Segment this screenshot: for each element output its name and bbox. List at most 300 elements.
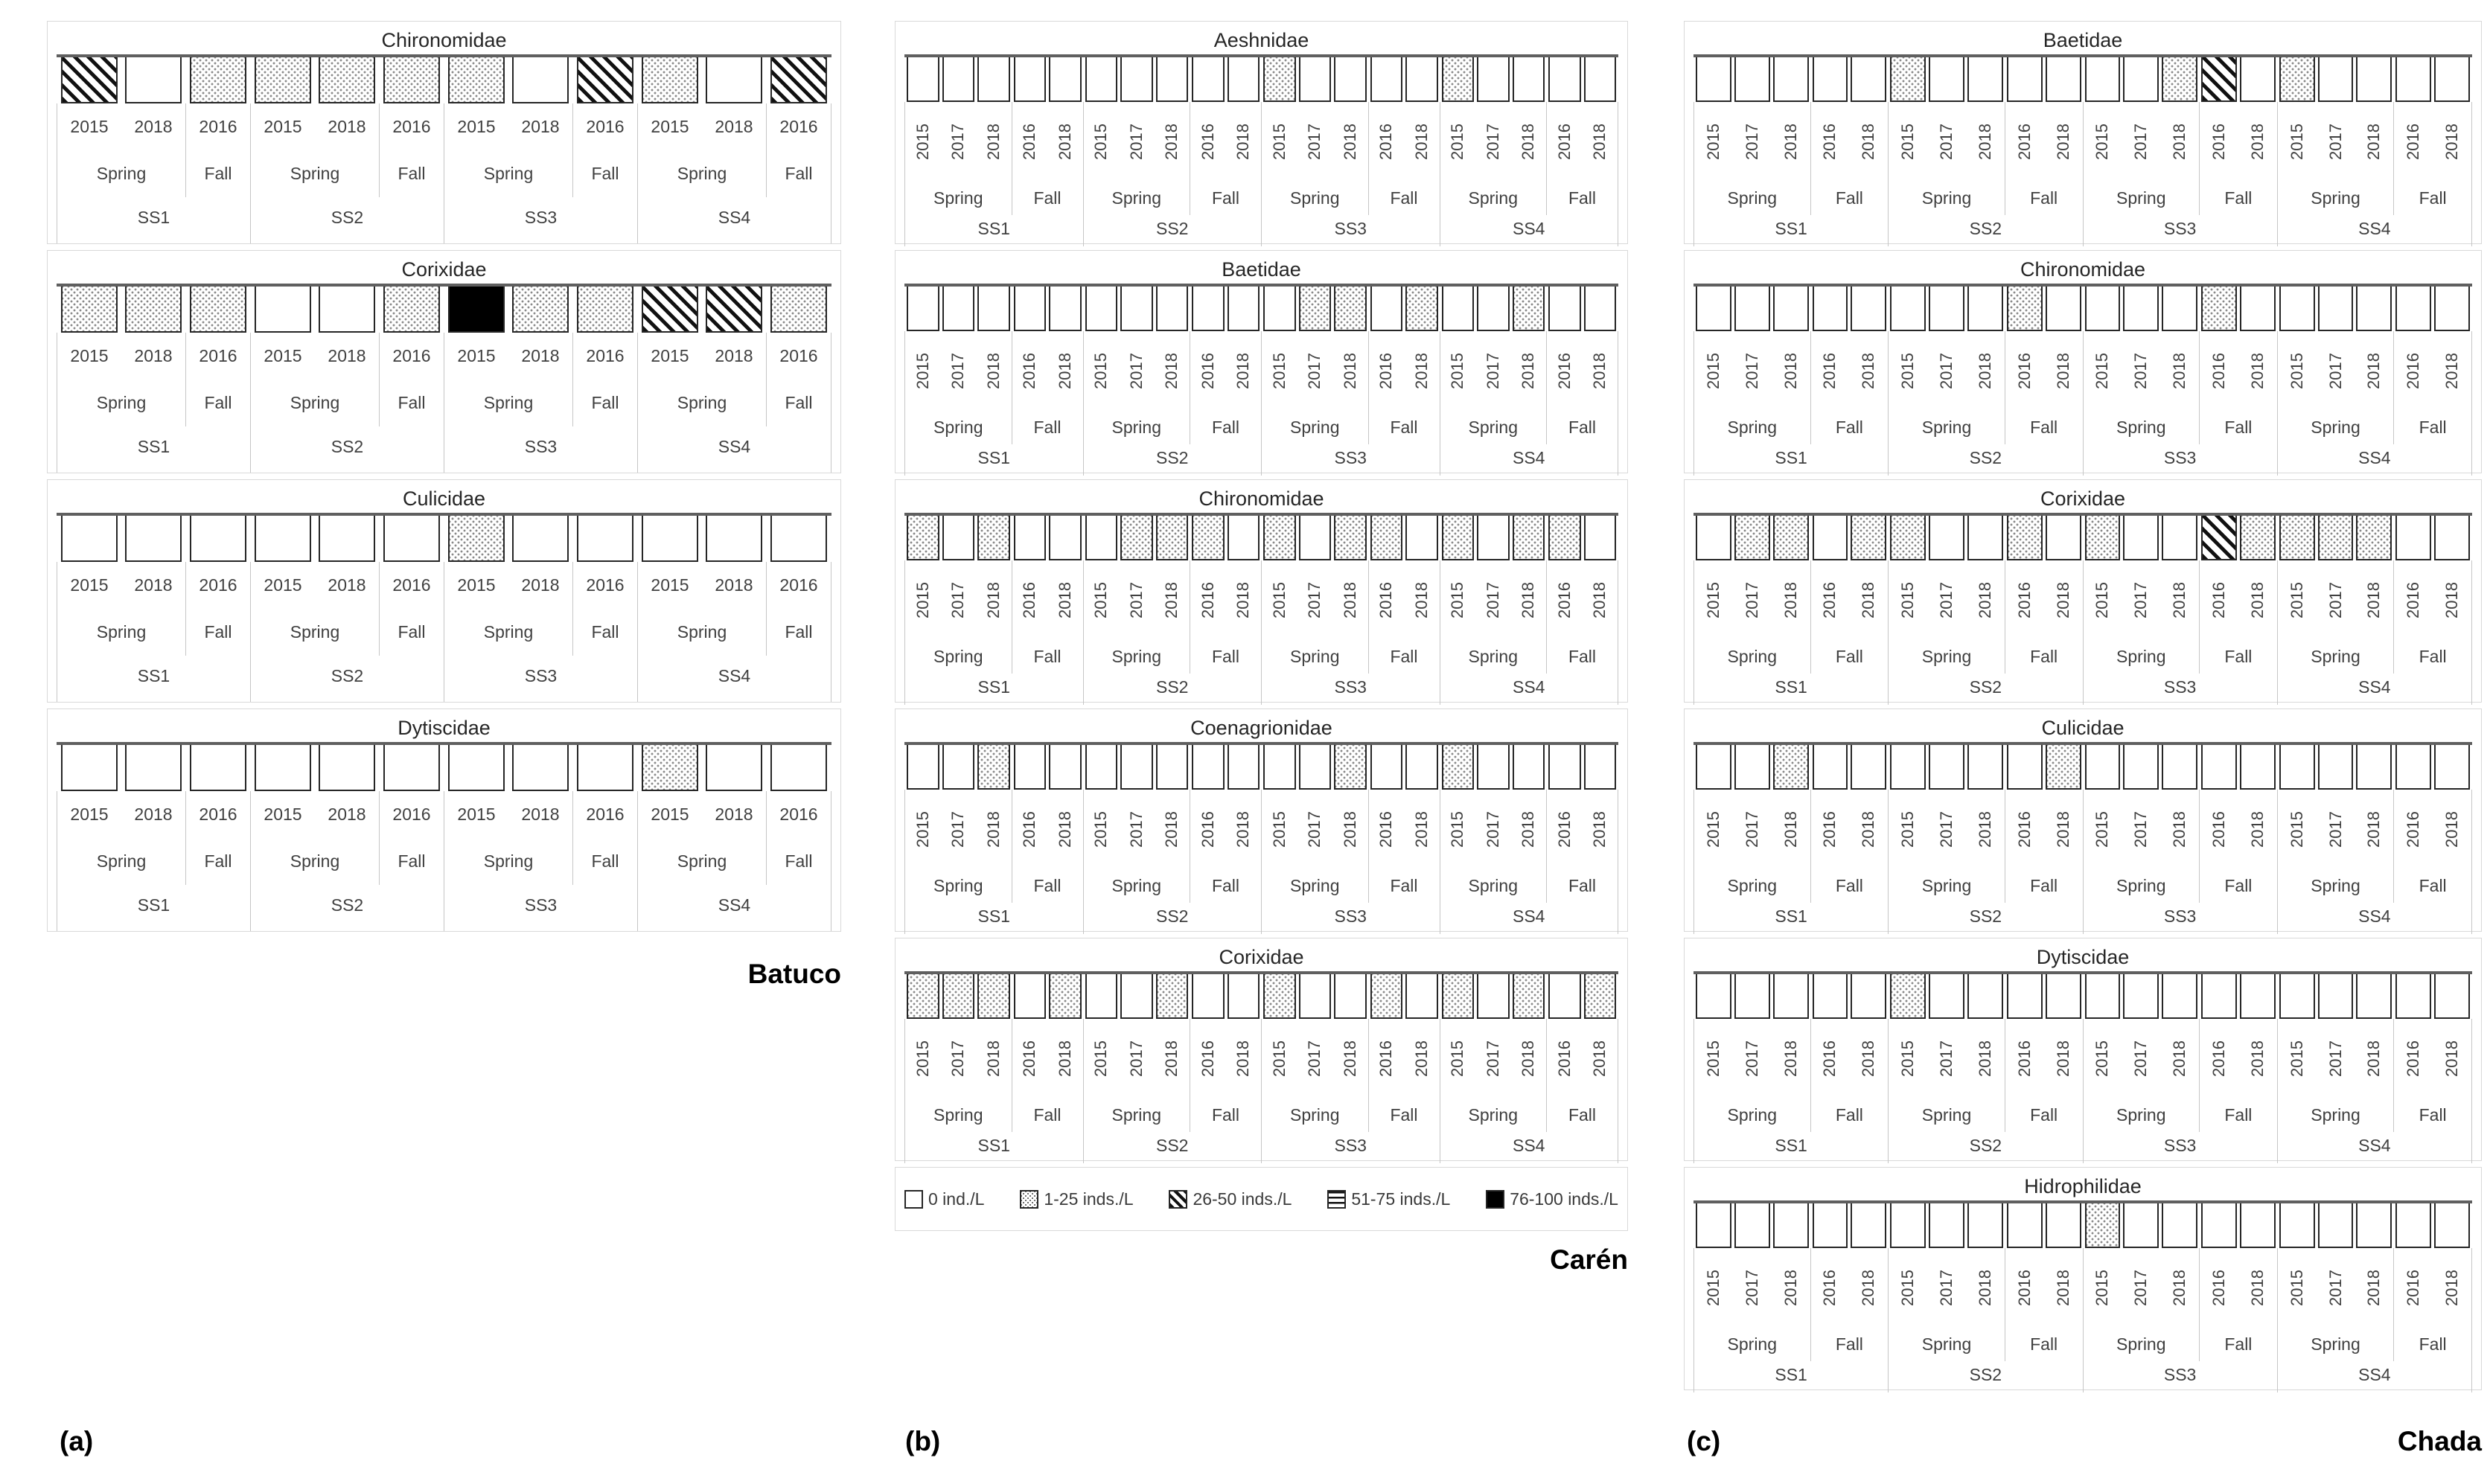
abundance-bar (383, 287, 440, 333)
bar-cell (380, 57, 444, 103)
abundance-bar (2007, 516, 2043, 560)
year-text: 2015 (2092, 1040, 2112, 1077)
bar-cell (1119, 745, 1155, 790)
abundance-bar (2318, 745, 2354, 790)
chart-corixidae (1684, 479, 2482, 703)
site-label: SS1 (137, 208, 170, 227)
axis-site-group (1693, 102, 1889, 246)
axis-year-row (1440, 102, 1547, 181)
year-text: 2017 (1937, 123, 1956, 160)
bar-season-group (1811, 57, 1889, 102)
panel-c (1684, 21, 2482, 1396)
axis-season-group (2084, 1248, 2200, 1361)
site-label: SS2 (1969, 1365, 2002, 1384)
season-label: Fall (1568, 647, 1597, 666)
season-label: Spring (1111, 418, 1161, 437)
year-text: 2016 (1198, 123, 1217, 160)
year-text: 2017 (1483, 352, 1502, 389)
legend-label: 76-100 inds./L (1510, 1189, 1618, 1209)
year-label (2355, 1019, 2393, 1098)
bar-cell (1190, 745, 1226, 790)
year-label (2084, 331, 2122, 410)
bar-season-group (1440, 745, 1548, 790)
year-text: 2018 (328, 116, 366, 136)
bar-season-group (573, 57, 637, 103)
bar-cell (1889, 57, 1927, 102)
axis-season-group (1889, 1019, 2005, 1132)
year-label (1332, 102, 1368, 181)
abundance-bar (1192, 974, 1225, 1019)
axis-season-row (1889, 1019, 2082, 1132)
year-text: 2017 (1483, 581, 1502, 618)
axis-site-group (1440, 331, 1619, 476)
site-label: SS3 (2163, 677, 2197, 697)
abundance-bar (1334, 57, 1367, 102)
bar-cell (1369, 287, 1405, 331)
category-axis (904, 331, 1618, 476)
year-text: 2016 (586, 575, 625, 595)
site-label: SS2 (1156, 906, 1189, 926)
axis-site-group (2084, 790, 2278, 934)
year-label (2084, 1248, 2122, 1327)
abundance-bar (2201, 974, 2237, 1019)
axis-year-row (380, 791, 444, 837)
bar-cell (1889, 1203, 1927, 1248)
year-label (1155, 560, 1190, 639)
year-label (1849, 560, 1888, 639)
axis-season-group (573, 562, 637, 656)
bar-season-group (1190, 287, 1261, 331)
year-label (1966, 102, 2005, 181)
solid-swatch-icon (1486, 1190, 1504, 1209)
year-label (1297, 102, 1333, 181)
axis-year-row (1547, 790, 1618, 869)
axis-year-row (1190, 1019, 1261, 1098)
axis-season-group (2005, 331, 2083, 444)
abundance-bar (1085, 745, 1118, 790)
axis-site-group (1084, 1019, 1262, 1163)
year-text: 2016 (1554, 352, 1574, 389)
axis-season-group (1440, 790, 1548, 903)
axis-year-row (2200, 1019, 2277, 1098)
abundance-bar (2085, 287, 2121, 331)
axis-year-row (57, 103, 185, 150)
abundance-bar (1967, 745, 2003, 790)
bar-cell (1849, 287, 1888, 331)
bar-cell (2238, 745, 2277, 790)
year-label (1190, 790, 1226, 869)
bar-cell (2355, 287, 2393, 331)
bar-cell (2394, 974, 2433, 1019)
chart-culicidae (47, 479, 841, 703)
year-label (976, 102, 1012, 181)
bar-season-group (2278, 287, 2395, 331)
year-label (1583, 560, 1618, 639)
year-text: 2015 (264, 575, 302, 595)
year-label (121, 791, 185, 837)
axis-year-row (905, 102, 1012, 181)
season-label: Fall (1568, 876, 1597, 895)
axis-site-group (1262, 331, 1440, 476)
axis-season-group (57, 791, 186, 885)
site-label: SS3 (524, 666, 558, 685)
axis-year-row (1084, 560, 1190, 639)
bar-cell (1733, 287, 1772, 331)
abundance-bar (2085, 745, 2121, 790)
axis-year-row (186, 333, 250, 379)
year-text: 2016 (199, 345, 237, 365)
axis-site-group (904, 1019, 1084, 1163)
bar-site-group (1440, 974, 1619, 1019)
bar-cell (1155, 745, 1190, 790)
axis-season-group (573, 333, 637, 426)
site-label: SS4 (2358, 219, 2391, 238)
abundance-bar (1696, 516, 1731, 560)
year-text: 2018 (2364, 1040, 2384, 1077)
panel-letter-a: (a) (60, 1426, 94, 1456)
axis-year-row (251, 791, 379, 837)
axis-season-group (1369, 102, 1440, 215)
year-label (1262, 1019, 1297, 1098)
bar-cell (186, 57, 250, 103)
axis-year-row (380, 103, 444, 150)
abundance-bar (907, 516, 939, 560)
axis-year-row (767, 562, 831, 608)
abundance-bar (1548, 57, 1581, 102)
year-label (57, 103, 121, 150)
axis-year-row (2394, 560, 2471, 639)
chart-chironomidae (895, 479, 1628, 703)
abundance-bar (2395, 516, 2431, 560)
bar-site-group (2278, 287, 2472, 331)
year-label (2355, 560, 2393, 639)
bar-cell (1190, 57, 1226, 102)
bar-cell (315, 516, 379, 562)
abundance-bar (1967, 57, 2003, 102)
season-label: Spring (2311, 1105, 2360, 1125)
year-label (1511, 790, 1547, 869)
season-label: Fall (2419, 876, 2447, 895)
axis-year-row (2394, 1019, 2471, 1098)
axis-season-row (1084, 560, 1262, 674)
bar-cell (1297, 516, 1333, 560)
abundance-bar (448, 745, 505, 791)
year-label (2160, 1019, 2199, 1098)
bar-site-group (1262, 287, 1440, 331)
abundance-bar (125, 516, 182, 562)
axis-site-group (57, 791, 251, 931)
abundance-bar (2395, 1203, 2431, 1248)
chart-culicidae (1684, 709, 2482, 932)
bar-cell (905, 287, 941, 331)
panel-letter-c: (c) (1687, 1426, 1721, 1456)
year-text: 2015 (1448, 1040, 1467, 1077)
bar-cell (573, 745, 637, 791)
site-label: SS1 (977, 1136, 1010, 1155)
year-text: 2015 (651, 804, 689, 824)
year-label (251, 562, 315, 608)
year-text: 2018 (2364, 810, 2384, 848)
axis-year-row (1889, 102, 2005, 181)
bar-cell (2238, 57, 2277, 102)
year-label (2200, 1248, 2238, 1327)
chart-corixidae (47, 250, 841, 473)
axis-season-row (638, 791, 831, 885)
axis-site-group (904, 790, 1084, 934)
season-label: Spring (1727, 647, 1778, 666)
axis-year-row (2200, 331, 2277, 410)
bar-season-group (1440, 57, 1548, 102)
year-text: 2016 (392, 575, 431, 595)
bar-cell (905, 745, 941, 790)
axis-season-row (251, 103, 444, 197)
bar-cell (638, 57, 702, 103)
bar-cell (2122, 974, 2160, 1019)
year-text: 2017 (948, 581, 968, 618)
bar-cell (1404, 974, 1440, 1019)
axis-season-group (2278, 1019, 2395, 1132)
axis-season-group (186, 103, 250, 197)
season-label: Fall (591, 851, 619, 871)
year-text: 2017 (1126, 123, 1146, 160)
axis-season-row (1440, 1019, 1618, 1132)
axis-season-group (2200, 790, 2277, 903)
year-text: 2018 (2364, 352, 2384, 389)
bar-cell (1297, 974, 1333, 1019)
bar-cell (2005, 745, 2044, 790)
season-label: Spring (1468, 418, 1518, 437)
bar-cell (1583, 287, 1618, 331)
abundance-bar (1299, 516, 1332, 560)
bar-cell (1511, 974, 1547, 1019)
axis-year-row (1889, 1248, 2005, 1327)
year-text: 2015 (651, 345, 689, 365)
abundance-bar (1228, 516, 1260, 560)
season-label: Spring (933, 876, 983, 895)
year-label (2317, 790, 2355, 869)
season-label: Spring (2116, 1105, 2166, 1125)
bar-season-group (251, 745, 380, 791)
year-label (905, 560, 941, 639)
year-text: 2017 (948, 810, 968, 848)
axis-site-group (2278, 790, 2472, 934)
axis-year-row (2278, 1248, 2394, 1327)
year-label (315, 103, 379, 150)
year-label (2122, 560, 2160, 639)
bar-season-group (1440, 287, 1548, 331)
season-label: Spring (1921, 876, 1972, 895)
year-label (1084, 331, 1120, 410)
bar-cell (1583, 516, 1618, 560)
category-axis (1693, 1019, 2472, 1163)
bar-site-group (1440, 57, 1619, 102)
year-label (1889, 560, 1927, 639)
year-label (1119, 1019, 1155, 1098)
axis-year-row (1012, 1019, 1083, 1098)
site-label: SS2 (331, 208, 364, 227)
bar-cell (1694, 516, 1733, 560)
site-label: SS1 (977, 219, 1010, 238)
year-label (1084, 102, 1120, 181)
abundance-bar (1584, 974, 1617, 1019)
abundance-bar (1813, 745, 1848, 790)
year-text: 2015 (1898, 1269, 1918, 1306)
season-label: Fall (398, 622, 426, 642)
bar-cell (1475, 745, 1511, 790)
site-label: SS4 (718, 208, 751, 227)
abundance-bar (977, 287, 1010, 331)
bar-cell (1262, 974, 1297, 1019)
year-text: 2018 (1519, 1040, 1538, 1077)
category-axis (904, 1019, 1618, 1163)
axis-year-row (1440, 1019, 1547, 1098)
axis-year-row (2005, 1248, 2083, 1327)
year-text: 2018 (1340, 810, 1359, 848)
bar-cell (1583, 974, 1618, 1019)
axis-year-row (1811, 102, 1889, 181)
axis-season-group (1084, 560, 1191, 674)
axis-season-group (1369, 790, 1440, 903)
axis-year-row (1694, 1019, 1810, 1098)
bar-site-group (1693, 57, 1889, 102)
axis-season-group (380, 562, 444, 656)
axis-year-row (905, 1019, 1012, 1098)
bar-cell (573, 57, 637, 103)
year-label (1226, 102, 1262, 181)
bar-cell (1927, 1203, 1966, 1248)
axis-season-group (767, 333, 831, 426)
year-text: 2017 (1742, 810, 1761, 848)
axis-season-group (2005, 1019, 2083, 1132)
axis-year-row (57, 333, 185, 379)
abundance-bar (706, 745, 762, 791)
abundance-bar (977, 745, 1010, 790)
bar-cell (1694, 974, 1733, 1019)
year-text: 2018 (1781, 581, 1800, 618)
year-label (2394, 560, 2433, 639)
year-label (2394, 1019, 2433, 1098)
year-text: 2017 (1126, 581, 1146, 618)
year-text: 2015 (70, 116, 109, 136)
year-label (1190, 102, 1226, 181)
chart-baetidae (1684, 21, 2482, 244)
bar-cell (1012, 287, 1048, 331)
axis-year-row (1547, 1019, 1618, 1098)
bar-cell (380, 516, 444, 562)
bar-cell (2394, 745, 2433, 790)
year-label (1511, 331, 1547, 410)
bar-cell (1966, 516, 2005, 560)
year-label (1889, 102, 1927, 181)
abundance-bar (1299, 745, 1332, 790)
year-label (2005, 102, 2044, 181)
abundance-bar (1263, 287, 1296, 331)
season-label: Spring (483, 164, 534, 183)
year-text: 2016 (1554, 581, 1574, 618)
bar-season-group (1889, 1203, 2005, 1248)
axis-year-row (1262, 560, 1368, 639)
year-text: 2017 (2131, 1269, 2151, 1306)
bar-site-group (2278, 57, 2472, 102)
year-label (1927, 331, 1966, 410)
bar-cell (121, 287, 185, 333)
site-label: SS3 (524, 895, 558, 915)
abundance-bar (512, 516, 569, 562)
abundance-bar (2085, 974, 2121, 1019)
bar-cell (1733, 1203, 1772, 1248)
abundance-bar (1085, 974, 1118, 1019)
bars-row (57, 284, 831, 333)
axis-year-row (1262, 790, 1368, 869)
year-label (315, 791, 379, 837)
abundance-bar (2318, 57, 2354, 102)
bar-site-group (444, 516, 638, 562)
year-text: 2018 (1162, 352, 1181, 389)
bar-cell (1404, 57, 1440, 102)
axis-year-row (1811, 1248, 1889, 1327)
bar-cell (702, 57, 766, 103)
bar-cell (1155, 287, 1190, 331)
bar-cell (1772, 1203, 1810, 1248)
year-label (444, 333, 508, 379)
year-label (186, 791, 250, 837)
year-text: 2018 (1233, 581, 1253, 618)
legend-label: 1-25 inds./L (1044, 1189, 1134, 1209)
site-label: SS3 (1334, 906, 1367, 926)
year-text: 2018 (715, 804, 753, 824)
year-text: 2015 (913, 123, 932, 160)
bar-site-group (1084, 745, 1262, 790)
season-label: Fall (1390, 418, 1418, 437)
bar-cell (251, 745, 315, 791)
abundance-bar (2046, 1203, 2081, 1248)
year-label (1297, 560, 1333, 639)
axis-season-group (444, 791, 573, 885)
year-label (1226, 1019, 1262, 1098)
category-axis (1693, 560, 2472, 705)
season-label: Spring (96, 164, 147, 183)
axis-season-row (2084, 102, 2277, 215)
abundance-bar (1477, 57, 1510, 102)
year-text: 2017 (948, 352, 968, 389)
site-label: SS2 (1969, 219, 2002, 238)
site-label: SS4 (718, 895, 751, 915)
axis-season-group (1440, 331, 1548, 444)
year-label (976, 331, 1012, 410)
hlines-swatch-icon (1327, 1190, 1346, 1209)
abundance-bar (1370, 516, 1403, 560)
chart-title: Chironomidae (381, 29, 507, 51)
year-text: 2015 (1269, 352, 1289, 389)
year-text: 2015 (1703, 810, 1723, 848)
bar-cell (1047, 745, 1083, 790)
bar-cell (380, 287, 444, 333)
season-label: Fall (1033, 188, 1062, 208)
year-text: 2016 (2014, 1269, 2034, 1306)
abundance-bar (1442, 57, 1475, 102)
bar-site-group (251, 745, 444, 791)
abundance-bar (383, 745, 440, 791)
bars-row (904, 513, 1618, 560)
year-text: 2018 (1859, 581, 1878, 618)
year-text: 2018 (1519, 810, 1538, 848)
axis-season-row (1262, 102, 1440, 215)
year-text: 2018 (1340, 123, 1359, 160)
bar-cell (2394, 287, 2433, 331)
year-label (2433, 102, 2471, 181)
year-text: 2018 (1411, 123, 1431, 160)
axis-season-row (1440, 790, 1618, 903)
